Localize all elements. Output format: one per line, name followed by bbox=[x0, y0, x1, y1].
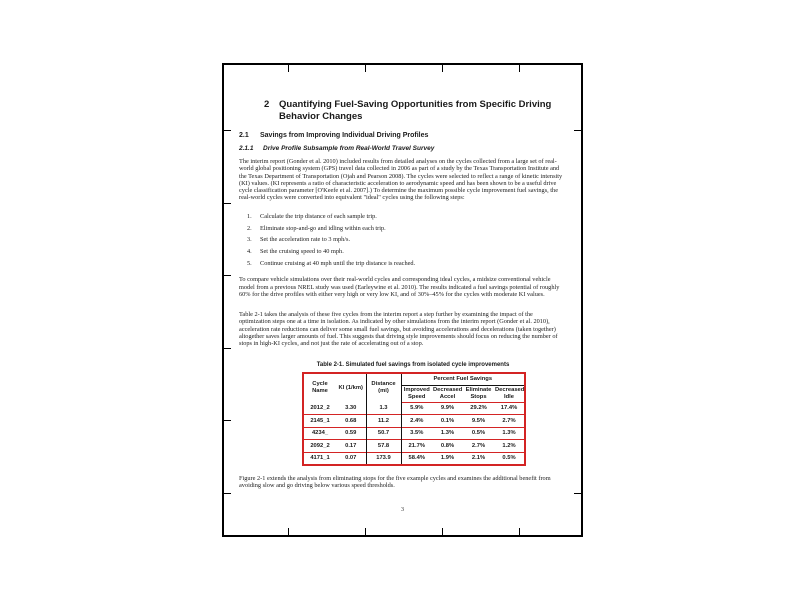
table-row bbox=[303, 440, 525, 453]
list-item-number: 1. bbox=[247, 212, 252, 220]
cell-distance: 173.9 bbox=[366, 452, 401, 465]
cell-cycle-name: 2012_2 bbox=[310, 404, 330, 411]
cell-eliminate-stops: 29.2% bbox=[470, 405, 487, 412]
section-heading bbox=[264, 99, 565, 123]
cell-decreased-idle: 0.5% bbox=[502, 455, 516, 462]
tick-mark-left bbox=[224, 130, 231, 131]
cell-decreased-idle: 1.2% bbox=[502, 442, 516, 449]
cell-decreased-accel: 0.8% bbox=[440, 442, 455, 449]
cell-cycle-name: 4171_1 bbox=[310, 455, 330, 462]
cell-ki: 0.68 bbox=[336, 415, 366, 428]
cell-eliminate-stops: 2.1% bbox=[471, 455, 486, 462]
cell-eliminate-stops: 0.5% bbox=[471, 430, 486, 437]
cell-decreased-accel: 9.9% bbox=[440, 405, 455, 412]
list-item-text: Eliminate stop-and-go and idling within each trip. bbox=[260, 224, 386, 232]
col-header-cycle-name: Cycle Name bbox=[312, 381, 328, 394]
list-item bbox=[247, 225, 565, 232]
list-item-text: Calculate the trip distance of each sample trip. bbox=[260, 212, 377, 220]
cell-cycle-name: 2145_1 bbox=[310, 417, 330, 424]
cell-ki: 3.30 bbox=[336, 402, 366, 415]
subsubsection-heading bbox=[239, 145, 565, 153]
col-header-ki: KI (1/km) bbox=[336, 373, 366, 403]
table-row bbox=[303, 402, 525, 415]
subsection-heading bbox=[239, 132, 565, 140]
cell-ki: 0.17 bbox=[336, 440, 366, 453]
cell-decreased-idle: 1.3% bbox=[502, 430, 516, 437]
list-item bbox=[247, 213, 565, 220]
list-item-number: 4. bbox=[247, 248, 252, 256]
tick-mark-bottom bbox=[365, 528, 366, 535]
list-item-number: 5. bbox=[247, 259, 252, 267]
section-number: 2 bbox=[264, 99, 270, 110]
list-item-number: 3. bbox=[247, 236, 252, 244]
tick-mark-top bbox=[442, 65, 443, 72]
cell-distance: 11.2 bbox=[366, 415, 401, 428]
tick-mark-bottom bbox=[442, 528, 443, 535]
col-header-decreased-idle: Decreased Idle bbox=[494, 385, 525, 402]
paragraph-simulation-results: To compare vehicle simulations over their real-world cycles and corresponding ideal cycles, a midsize conventional vehicle model from a previous NREL study was used (Earleywine et al. 2010). The results indicated a fuel savings potential of roughly 60% for the drive profiles with either very high or very low KI, and of 30%–45% for the cycles with moderate KI values. bbox=[239, 276, 560, 298]
paragraph-table-discussion: Table 2-1 takes the analysis of these five cycles from the interim report a step further by examining the impact of the optimization steps one at a time in isolation. As indicated by other simulations from the interim report (Gonder et al. 2010), acceleration rate reductions can deliver some small fuel savings, but avoiding accelerations and decelerations (taken together) altogether saves larger amounts of fuel. This suggests that driving style improvements should focus on reducing the number of stops in high-KI cycles, and not just the rate of accelerating out of a stop. bbox=[239, 311, 558, 348]
list-item-text: Set the acceleration rate to 3 mph/s. bbox=[260, 236, 351, 244]
cell-ki: 0.07 bbox=[336, 452, 366, 465]
cell-distance: 57.8 bbox=[366, 440, 401, 453]
subsubsection-title: Drive Profile Subsample from Real-World Travel Survey bbox=[263, 145, 435, 152]
numbered-list bbox=[239, 213, 565, 267]
col-header-eliminate-stops: Eliminate Stops bbox=[463, 385, 494, 402]
cell-cycle-name: 2092_2 bbox=[310, 442, 330, 449]
list-item bbox=[247, 236, 565, 243]
cell-improved-speed: 3.5% bbox=[410, 430, 424, 437]
cell-decreased-accel: 1.9% bbox=[440, 455, 455, 462]
tick-mark-top bbox=[519, 65, 520, 72]
tick-mark-bottom bbox=[519, 528, 520, 535]
cell-distance: 1.3 bbox=[366, 402, 401, 415]
cell-eliminate-stops: 9.5% bbox=[471, 417, 486, 424]
tick-mark-left bbox=[224, 203, 231, 204]
table-caption: Table 2-1. Simulated fuel savings from isolated cycle improvements bbox=[316, 361, 510, 368]
fuel-savings-table bbox=[302, 372, 526, 467]
tick-mark-left bbox=[224, 275, 231, 276]
cell-improved-speed: 21.7% bbox=[408, 442, 425, 449]
tick-mark-left bbox=[224, 420, 231, 421]
list-item-text: Set the cruising speed to 40 mph. bbox=[260, 248, 344, 256]
page-number: 3 bbox=[401, 507, 404, 513]
table-row bbox=[303, 452, 525, 465]
cell-decreased-accel: 1.3% bbox=[440, 430, 455, 437]
subsubsection-number: 2.1.1 bbox=[239, 145, 254, 152]
col-header-decreased-accel: Decreased Accel bbox=[432, 385, 463, 402]
list-item bbox=[247, 248, 565, 255]
cell-cycle-name: 4234_ bbox=[311, 430, 329, 437]
cell-improved-speed: 2.4% bbox=[410, 417, 424, 424]
cell-decreased-idle: 2.7% bbox=[502, 417, 516, 424]
tick-mark-left bbox=[224, 493, 231, 494]
tick-mark-right bbox=[574, 130, 581, 131]
tick-mark-top bbox=[365, 65, 366, 72]
cell-eliminate-stops: 2.7% bbox=[471, 442, 486, 449]
cell-improved-speed: 5.9% bbox=[410, 405, 424, 412]
tick-mark-left bbox=[224, 348, 231, 349]
table-row bbox=[303, 427, 525, 440]
list-item-text: Continue cruising at 40 mph until the trip distance is reached. bbox=[260, 259, 416, 267]
cell-ki: 0.59 bbox=[336, 427, 366, 440]
paragraph-intro: The interim report (Gonder et al. 2010) included results from detailed analyses on the cycles collected from a large set of real-world global positioning system (GPS) travel data collected in 2006 as part of a study by the Texas Transportation Institute and the Texas Department of Transportation (Ojah and Pearson 2008). The cycles were selected to reflect a range of kinetic intensity (KI) values. (KI represents a ratio of characteristic acceleration to aerodynamic speed and has been shown to be a useful drive cycle classification parameter [O'Keefe et al. 2007].) To determine the maximum possible cycle improvement fuel savings, the real-world cycles were converted into equivalent "ideal" cycles using the following steps: bbox=[239, 158, 563, 202]
list-item bbox=[247, 260, 565, 267]
col-header-distance: Distance (mi) bbox=[366, 373, 401, 403]
subsection-number: 2.1 bbox=[239, 132, 249, 139]
cell-distance: 50.7 bbox=[366, 427, 401, 440]
cell-improved-speed: 58.4% bbox=[408, 455, 425, 462]
tick-mark-bottom bbox=[288, 528, 289, 535]
tick-mark-right bbox=[574, 493, 581, 494]
page-content bbox=[239, 99, 565, 490]
cell-decreased-idle: 17.4% bbox=[500, 405, 518, 412]
table-row bbox=[303, 415, 525, 428]
paragraph-figure-reference: Figure 2-1 extends the analysis from eliminating stops for the five example cycles and examines the additional benefit from avoiding slow and go driving below various speed thresholds. bbox=[239, 475, 551, 490]
list-item-number: 2. bbox=[247, 224, 252, 232]
cell-decreased-accel: 0.1% bbox=[440, 417, 455, 424]
section-title: Quantifying Fuel-Saving Opportunities from Specific Driving Behavior Changes bbox=[279, 99, 552, 122]
col-header-improved-speed: Improved Speed bbox=[401, 385, 432, 402]
subsection-title: Savings from Improving Individual Driving Profiles bbox=[260, 132, 429, 139]
tick-mark-top bbox=[288, 65, 289, 72]
col-header-group-percent-fuel-savings: Percent Fuel Savings bbox=[401, 373, 525, 386]
table-header-row bbox=[303, 373, 525, 386]
document-page bbox=[222, 63, 583, 537]
